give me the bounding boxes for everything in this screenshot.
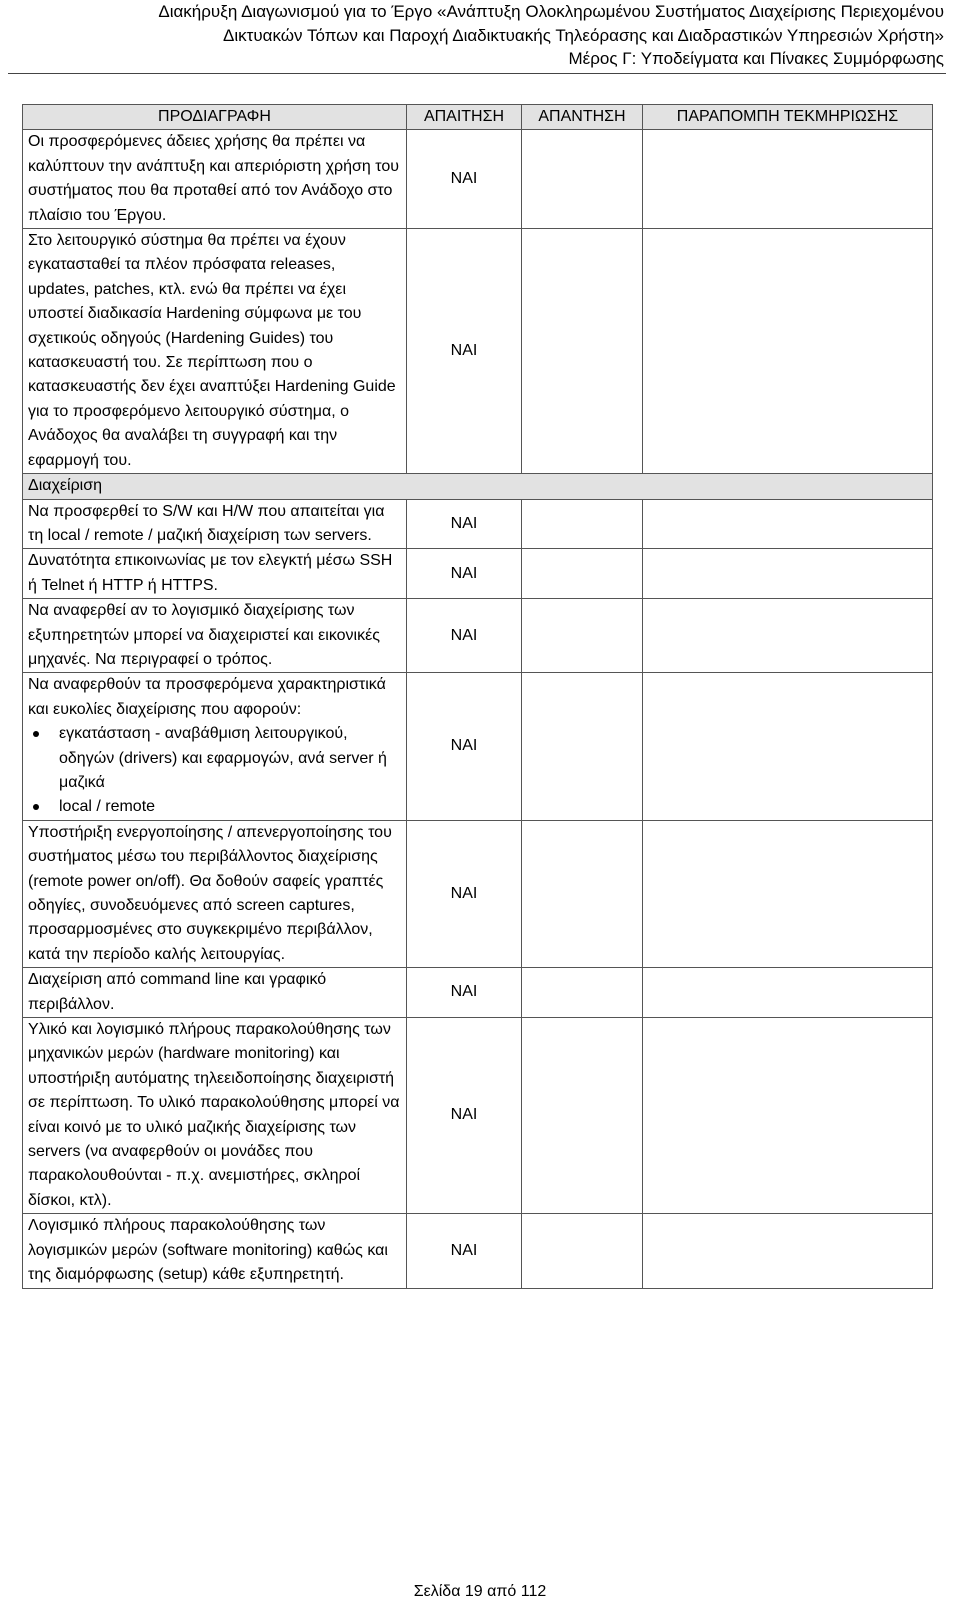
header-line-1: Διακήρυξη Διαγωνισμού για το Έργο «Ανάπτυξη Ολοκληρωμένου Συστήματος Διαχείρισης Περιεχομένου [158, 2, 944, 21]
page-number: Σελίδα 19 από 112 [413, 1583, 547, 1600]
reference-cell [643, 130, 933, 229]
spec-cell: Υλικό και λογισμικό πλήρους παρακολούθησης των μηχανικών μερών (hardware monitoring) και υποστήριξη αυτόματης τηλεειδοποίησης διαχειριστή σε περίπτωση. Το υλικό παρακολούθησης μπορεί να είναι κοινό με το υλικό μαζικής διαχείρισης των servers (να αναφερθούν οι μονάδες που παρακολουθούνται - π.χ. ανεμιστήρες, σκληροί δίσκοι, κτλ). [23, 1018, 407, 1214]
table-row [23, 673, 933, 820]
spec-cell: Διαχείριση από command line και γραφικό περιβάλλον. [23, 968, 407, 1018]
section-title: Διαχείριση [23, 474, 933, 499]
table-row [23, 130, 933, 229]
answer-cell [522, 1214, 643, 1288]
answer-cell [522, 599, 643, 673]
spec-cell: Να προσφερθεί το S/W και H/W που απαιτείται για τη local / remote / μαζική διαχείριση των servers. [23, 499, 407, 549]
answer-cell [522, 130, 643, 229]
table-row [23, 1018, 933, 1214]
table-row [23, 229, 933, 474]
table-row [23, 820, 933, 967]
spec-cell: Λογισμικό πλήρους παρακολούθησης των λογισμικών μερών (software monitoring) καθώς και της διαμόρφωσης (setup) κάθε εξυπηρετητή. [23, 1214, 407, 1288]
column-header-reference: ΠΑΡΑΠΟΜΠΗ ΤΕΚΜΗΡΙΩΣΗΣ [643, 105, 933, 130]
requirement-cell: ΝΑΙ [407, 499, 522, 549]
requirement-cell: ΝΑΙ [407, 549, 522, 599]
spec-cell: Δυνατότητα επικοινωνίας με τον ελεγκτή μέσω SSH ή Telnet ή HTTP ή HTTPS. [23, 549, 407, 599]
spec-intro: Να αναφερθούν τα προσφερόμενα χαρακτηριστικά και ευκολίες διαχείρισης που αφορούν: [28, 676, 386, 718]
answer-cell [522, 968, 643, 1018]
requirement-cell: ΝΑΙ [407, 229, 522, 474]
reference-cell [643, 820, 933, 967]
column-header-requirement: ΑΠΑΙΤΗΣΗ [407, 105, 522, 130]
requirement-cell: ΝΑΙ [407, 599, 522, 673]
requirement-cell: ΝΑΙ [407, 130, 522, 229]
bullet-list [28, 722, 401, 820]
answer-cell [522, 1018, 643, 1214]
section-row [23, 474, 933, 499]
header-divider [8, 73, 946, 74]
column-header-answer: ΑΠΑΝΤΗΣΗ [522, 105, 643, 130]
requirement-cell: ΝΑΙ [407, 673, 522, 820]
table-header-row [23, 105, 933, 130]
answer-cell [522, 499, 643, 549]
answer-cell [522, 820, 643, 967]
requirement-cell: ΝΑΙ [407, 820, 522, 967]
bullet-item: local / remote [28, 795, 401, 819]
requirement-cell: ΝΑΙ [407, 968, 522, 1018]
column-header-spec: ΠΡΟΔΙΑΓΡΑΦΗ [23, 105, 407, 130]
table-row [23, 1214, 933, 1288]
reference-cell [643, 1018, 933, 1214]
spec-cell [23, 673, 407, 820]
answer-cell [522, 549, 643, 599]
requirement-cell: ΝΑΙ [407, 1214, 522, 1288]
reference-cell [643, 499, 933, 549]
spec-cell: Υποστήριξη ενεργοποίησης / απενεργοποίησης του συστήματος μέσω του περιβάλλοντος διαχείρισης (remote power on/off). Θα δοθούν σαφείς γραπτές οδηγίες, συνοδευόμενες από screen captures, προσαρμοσμένες στο συγκεκριμένο περιβάλλον, κατά την περίοδο καλής λειτουργίας. [23, 820, 407, 967]
document-header [0, 0, 944, 71]
table-row [23, 549, 933, 599]
requirement-cell: ΝΑΙ [407, 1018, 522, 1214]
reference-cell [643, 673, 933, 820]
spec-cell: Οι προσφερόμενες άδειες χρήσης θα πρέπει να καλύπτουν την ανάπτυξη και απεριόριστη χρήση του συστήματος που θα προταθεί από τον Ανάδοχο στο πλαίσιο του Έργου. [23, 130, 407, 229]
spec-cell: Στο λειτουργικό σύστημα θα πρέπει να έχουν εγκατασταθεί τα πλέον πρόσφατα releases, updates, patches, κτλ. ενώ θα πρέπει να έχει υποστεί διαδικασία Hardening σύμφωνα με του σχετικούς οδηγούς (Hardening Guides) του κατασκευαστή του. Σε περίπτωση που ο κατασκευαστής δεν έχει αναπτύξει Hardening Guide για το προσφερόμενο λειτουργικό σύστημα, ο Ανάδοχος θα αναλάβει τη συγγραφή και την εφαρμογή του. [23, 229, 407, 474]
reference-cell [643, 549, 933, 599]
reference-cell [643, 229, 933, 474]
header-line-3: Μέρος Γ: Υποδείγματα και Πίνακες Συμμόρφωσης [568, 49, 944, 68]
answer-cell [522, 229, 643, 474]
table-row [23, 968, 933, 1018]
spec-cell: Να αναφερθεί αν το λογισμικό διαχείρισης των εξυπηρετητών μπορεί να διαχειριστεί και εικονικές μηχανές. Να περιγραφεί ο τρόπος. [23, 599, 407, 673]
answer-cell [522, 673, 643, 820]
reference-cell [643, 599, 933, 673]
compliance-table [22, 104, 933, 1289]
reference-cell [643, 1214, 933, 1288]
bullet-item: εγκατάσταση - αναβάθμιση λειτουργικού, οδηγών (drivers) και εφαρμογών, ανά server ή μαζικά [28, 722, 401, 795]
table-row [23, 599, 933, 673]
header-line-2: Δικτυακών Τόπων και Παροχή Διαδικτυακής Τηλεόρασης και Διαδραστικών Υπηρεσιών Χρήστη» [222, 25, 944, 45]
reference-cell [643, 968, 933, 1018]
table-row [23, 499, 933, 549]
